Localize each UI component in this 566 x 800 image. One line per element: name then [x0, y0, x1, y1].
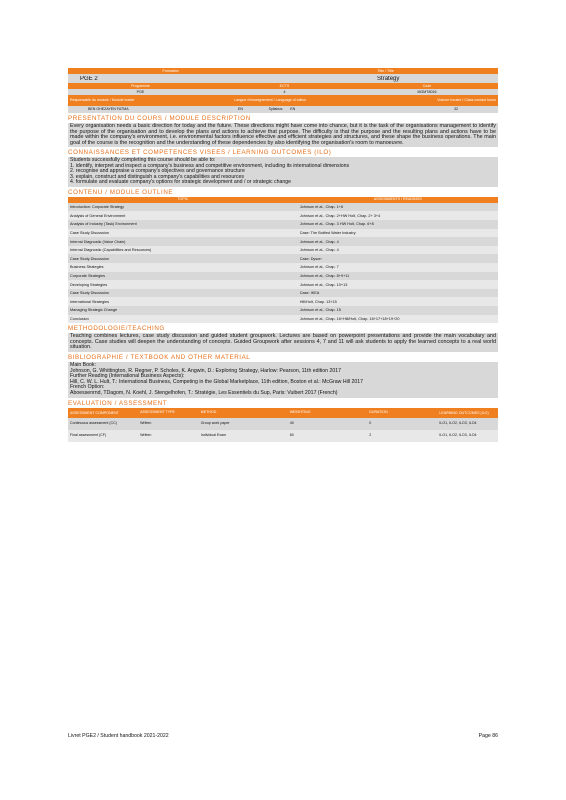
language-label: Langue d'enseignement / Language of tuition	[234, 98, 307, 103]
hours-value: 32	[454, 107, 458, 111]
eval-type: Written	[140, 433, 152, 438]
language-value: EN	[238, 107, 244, 111]
formation-value: PGE 2	[80, 75, 98, 82]
eval-ilo: ILO1, ILO2, ILO3, ILO4	[439, 421, 477, 426]
ects-value: 4	[283, 89, 286, 94]
presentation-heading: PRESENTATION DU COURS / MODULE DESCRIPTION	[68, 115, 251, 122]
eval-col-method: METHOD	[200, 410, 217, 415]
bibliography-block	[68, 362, 498, 398]
syllabus-label: Syllabus:	[268, 107, 284, 111]
eval-weight: 40	[289, 421, 294, 426]
code-value: MGMT8016	[417, 89, 437, 94]
outcomes-intro: Students successfully completing this course should be able to:	[70, 157, 216, 164]
reading-cell: Johnson et al., Chap. 7	[299, 265, 339, 270]
topic-cell: Corporate Strategies	[70, 273, 106, 278]
table-row	[68, 315, 498, 324]
topic-cell: Developing Strategies	[70, 282, 108, 287]
page-footer	[68, 733, 498, 739]
table-row	[68, 289, 498, 298]
outline-table	[68, 203, 498, 323]
table-row	[68, 263, 498, 272]
footer-handbook: Livret PGE2 / Student handbook 2021-2022	[68, 733, 169, 739]
bibliography-line: Main Book:	[70, 361, 96, 368]
eval-col-type: ASSESSMENT TYPE	[140, 410, 175, 415]
topic-cell: Analysis of General Environment	[70, 213, 126, 218]
table-row	[68, 220, 498, 229]
programme-value: PGE	[136, 89, 145, 94]
reading-cell: Johnson et al., Chap. 16+Hill/Holt, Chap. 16+17+18+19+20	[299, 316, 400, 321]
evaluation-heading: EVALUATION / ASSESSMENT	[68, 399, 168, 407]
ects-label: ECTS	[279, 83, 290, 88]
reading-cell: Johnson et al., Chap. 4	[299, 248, 339, 253]
formation-label: Formation	[162, 68, 179, 73]
topic-cell: Case Study Discussion	[70, 291, 110, 296]
responsable-value: BEN GHEZAYEN FATMA	[88, 107, 129, 111]
reading-cell: Hill/Holt, Chap. 13+15	[299, 299, 337, 304]
topic-cell: Case Study Discussion	[70, 256, 110, 261]
bibliography-line: French Option:	[70, 384, 105, 391]
syllabus-value: EN	[290, 107, 296, 111]
methodology-text: Teaching combines lectures, case study discussion and guided student groupwork. Lectures are based on powerpoint presentations and provide the main vocabulary and concepts. Case studies will deepen the understanding of concepts. Guided Groupwork after sessions 4, 7 and 11 will ask students to apply the learned concepts to a real world situation.	[70, 333, 496, 351]
programme-labels-row	[68, 83, 498, 89]
reading-cell: Johnson et al., Chap. 15	[299, 308, 341, 313]
table-row	[68, 237, 498, 246]
eval-component: Final assessment (CF)	[70, 433, 107, 438]
table-row	[68, 203, 498, 212]
eval-component: Continuous assessment (CC)	[70, 421, 117, 426]
reading-cell: Johnson et al., Chap. 3 HW Holt, Chap. 6+8	[299, 222, 374, 227]
eval-weight: 60	[289, 433, 294, 438]
outcomes-heading: CONNAISSANCES ET COMPETENCES VISEES / LEARNING OUTCOMES (ILO)	[68, 149, 332, 157]
methodology-heading: METHODOLOGIE/TEACHING	[68, 325, 165, 333]
footer-page-number: Page 86	[478, 733, 498, 739]
evaluation-header-row	[68, 408, 498, 418]
table-row	[68, 306, 498, 315]
topic-cell: International Strategies	[70, 299, 110, 304]
topic-cell: Case Study Discussion	[70, 230, 110, 235]
responsable-labels-row	[68, 95, 498, 106]
outcome-item: 4. formulate and evaluate company's options for strategic development and / or strategic change	[70, 179, 292, 186]
outcome-item: 2. recognise and appraise a company's objectives and governance structure	[70, 168, 245, 175]
header-values-row	[68, 74, 498, 83]
outline-heading: CONTENU / MODULE OUTLINE	[68, 188, 174, 196]
volume-label: Volume horaire / Class contact hours	[437, 98, 496, 102]
reading-cell: Johnson et al., Chap. 2+HW Holt, Chap. 2+ 3+4	[299, 213, 381, 218]
outline-header-row	[68, 197, 498, 203]
code-label: Code	[422, 83, 432, 88]
reading-cell: Case: The Bottled Water Industry	[299, 230, 356, 235]
topic-cell: Introduction: Corporate Strategy	[70, 205, 125, 210]
programme-label: Programme	[131, 83, 150, 88]
table-row	[68, 418, 498, 430]
title-label: Title / Title	[377, 68, 394, 73]
table-row	[68, 211, 498, 220]
eval-col-component: ASSESSMENT COMPONENT	[70, 410, 119, 415]
reading-cell: Johnson et al., Chap. 1+6	[299, 205, 344, 210]
eval-ilo: ILO1, ILO2, ILO3, ILO4	[439, 433, 477, 438]
table-row	[68, 280, 498, 289]
table-row	[68, 254, 498, 263]
topic-cell: Internal Diagnostic (Capabilities and Resources)	[70, 248, 152, 253]
eval-duration: 0	[369, 421, 372, 426]
eval-col-duration: DURATION	[369, 410, 388, 415]
outcome-item: 3. explain, construct and distinguish a company's capabilities and resources	[70, 173, 245, 180]
table-row	[68, 272, 498, 281]
course-sheet	[68, 68, 498, 442]
table-row	[68, 229, 498, 238]
responsable-label: Responsable du module / Module leader	[70, 98, 135, 102]
eval-method: Group work paper	[200, 421, 230, 426]
bibliography-heading: BIBLIOGRAPHIE / TEXTBOOK AND OTHER MATERIAL	[68, 353, 251, 361]
eval-col-ilo: LEARNING OUTCOMES (ILO)	[439, 410, 489, 415]
header-labels-row	[68, 68, 498, 74]
eval-type: Written	[140, 421, 152, 426]
bibliography-line: Hill, C. W. L. Hult, T.: International Business, Competing in the Global Marketplace, 11th edition, Boston et al.: McGraw Hill 2017	[70, 378, 364, 385]
topic-cell: Conclusion	[70, 316, 89, 321]
eval-method: Individual Exam	[200, 433, 227, 438]
table-row	[68, 246, 498, 255]
topic-cell: Internal Diagnostic (Value Chain)	[70, 239, 126, 244]
eval-col-weighting: WEIGHTING	[289, 410, 311, 415]
bibliography-line: Further Reading (International Business Aspects):	[70, 373, 185, 380]
topic-cell: Managing Strategic Change	[70, 308, 118, 313]
bibliography-line: Johnson, G. Whittington, R. Regner, P. Scholes, K. Angwin, D.: Exploring Strategy, Harlow: Pearson, 11th edition 2017	[70, 367, 342, 374]
topic-cell: Analysis of Industry (Task) Environment	[70, 222, 137, 227]
outcome-item: 1. identify, interpret and inspect a company's business and competitive environment, including its international dimensions	[70, 162, 350, 169]
reading-cell: Case: Dyson	[299, 256, 322, 261]
bibliography-line: Aboessenrnd, TDagom, N. Koehl, J. Stengelhofen, T.: Stratégie, Les Essentiels du Sup, Paris: Vuibert 2017 (French)	[70, 389, 338, 396]
programme-values-row	[68, 89, 498, 95]
eval-duration: 2	[369, 433, 372, 438]
reading-cell: Case: IKEA	[299, 291, 320, 296]
reading-cell: Johnson et al., Chap. 4	[299, 239, 339, 244]
table-row	[68, 297, 498, 306]
table-row	[68, 430, 498, 442]
outcomes-block	[68, 157, 498, 187]
course-title: Strategy	[377, 75, 400, 82]
reading-cell: Johnson et al., Chap. 10+13	[299, 282, 348, 287]
responsable-values-row	[68, 106, 498, 113]
topic-cell: Business Strategies	[70, 265, 104, 270]
presentation-text: Every organisation needs a basic direction for today and the future. These directions might have come into chance, but it is the task of the organisations management to identify the purpose of the organisation and to develop the plans and actions to achieve that purpose. The difficulty is that the purpose and the resulting plans and actions have to be made within the company's environment, i.e. environmental factors influence effective and efficient strategies and structures, and these shape the business operations. The main goal of the course is the recognition and the understanding of these dependencies by also identifying the organisation's room to manoeuvre.	[70, 123, 496, 146]
outline-assign-header: ASSIGNMENTS / READINGS	[373, 197, 422, 202]
reading-cell: Johnson et al., Chap. 8+9+11	[299, 273, 350, 278]
outline-topic-header: TOPIC	[177, 197, 189, 202]
